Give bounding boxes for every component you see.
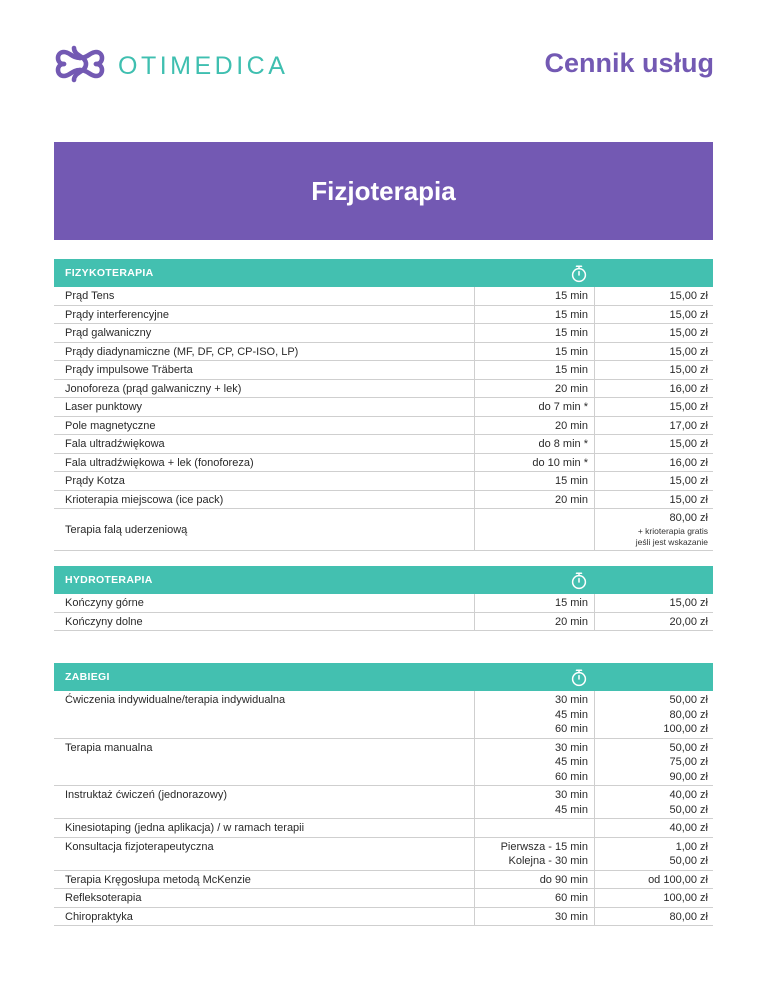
price-value: 75,00 zł	[669, 756, 708, 768]
price-value: 80,00 zł	[669, 512, 708, 524]
price-row	[54, 491, 713, 510]
price-value: 15,00 zł	[669, 493, 708, 506]
service-name	[54, 380, 474, 398]
service-name-text: Kinesiotaping (jedna aplikacja) / w ramach terapii	[65, 822, 305, 834]
service-name-text: Instruktaż ćwiczeń (jednorazowy)	[65, 789, 228, 801]
duration-value: 15 min	[554, 597, 588, 609]
service-name-text: Kończyny górne	[65, 597, 144, 609]
price-row	[54, 908, 713, 927]
price-row	[54, 380, 713, 399]
price-value: 15,00 zł	[669, 345, 708, 358]
duration-cell	[474, 343, 594, 361]
price-value: 80,00 zł	[669, 708, 708, 721]
price-value: 20,00 zł	[669, 615, 708, 628]
otimedica-logo-icon	[54, 44, 106, 84]
price-value: 100,00 zł	[663, 723, 708, 735]
price-cell	[594, 908, 713, 926]
service-name	[54, 871, 474, 889]
service-name-text: Prądy diadynamiczne (MF, DF, CP, CP-ISO, LP)	[65, 345, 299, 358]
duration-value: do 90 min	[539, 873, 588, 886]
duration-cell	[474, 786, 594, 818]
duration-cell	[474, 287, 594, 305]
duration-value: 60 min	[554, 770, 588, 783]
price-rows	[54, 594, 713, 631]
duration-value: 15 min	[554, 345, 588, 358]
duration-cell	[474, 889, 594, 907]
price-row	[54, 343, 713, 362]
service-name-text: Fala ultradźwiękowa	[65, 438, 165, 450]
duration-value: 30 min	[554, 910, 588, 923]
price-row	[54, 871, 713, 890]
service-name-text: Prądy impulsowe Träberta	[65, 364, 193, 376]
duration-value: do 8 min *	[538, 438, 588, 450]
service-name-text: Ćwiczenia indywidualne/terapia indywidualna	[65, 694, 286, 706]
duration-cell	[474, 509, 594, 550]
price-cell	[594, 398, 713, 416]
duration-value: 30 min	[554, 789, 588, 801]
duration-cell	[474, 819, 594, 837]
service-name	[54, 361, 474, 379]
service-name-text: Terapia manualna	[65, 741, 153, 754]
price-row	[54, 454, 713, 473]
duration-value: 15 min	[554, 364, 588, 376]
service-name	[54, 739, 474, 786]
price-row	[54, 691, 713, 739]
duration-value: do 10 min *	[532, 456, 588, 469]
duration-cell	[474, 398, 594, 416]
price-cell	[594, 509, 713, 550]
service-name	[54, 491, 474, 509]
duration-cell	[474, 361, 594, 379]
price-value: 16,00 zł	[669, 456, 708, 469]
price-cell	[594, 491, 713, 509]
service-name	[54, 691, 474, 738]
service-name	[54, 819, 474, 837]
service-name	[54, 509, 474, 550]
price-value: 17,00 zł	[669, 419, 708, 432]
price-note: jeśli jest wskazanie	[635, 537, 708, 547]
price-row	[54, 819, 713, 838]
price-cell	[594, 739, 713, 786]
duration-cell	[474, 472, 594, 490]
section-title: FIZYKOTERAPIA	[65, 267, 154, 279]
section-title: HYDROTERAPIA	[65, 574, 153, 586]
price-cell	[594, 889, 713, 907]
price-row	[54, 324, 713, 343]
duration-value: 15 min	[554, 290, 588, 302]
price-cell	[594, 454, 713, 472]
price-row	[54, 472, 713, 491]
price-row	[54, 306, 713, 325]
service-name-text: Pole magnetyczne	[65, 419, 156, 432]
document-title: Cennik usług	[544, 48, 714, 78]
service-name	[54, 889, 474, 907]
service-name	[54, 908, 474, 926]
duration-cell	[474, 838, 594, 870]
duration-cell	[474, 871, 594, 889]
price-value: 1,00 zł	[675, 840, 708, 853]
stopwatch-icon	[570, 668, 588, 687]
price-row	[54, 889, 713, 908]
price-value: 15,00 zł	[669, 438, 708, 450]
service-name	[54, 306, 474, 324]
price-value: 100,00 zł	[663, 892, 708, 904]
price-value: 15,00 zł	[669, 327, 708, 339]
page-header	[0, 0, 768, 120]
price-cell	[594, 380, 713, 398]
duration-value: 45 min	[554, 756, 588, 768]
price-section-fizykoterapia	[54, 259, 713, 551]
price-section-zabiegi	[54, 663, 713, 926]
duration-value: 20 min	[554, 382, 588, 395]
service-name-text: Jonoforeza (prąd galwaniczny + lek)	[65, 382, 242, 395]
duration-value: 20 min	[554, 419, 588, 432]
duration-value: do 7 min *	[538, 401, 588, 413]
price-value: 50,00 zł	[669, 741, 708, 754]
price-value: 16,00 zł	[669, 382, 708, 395]
duration-value: 45 min	[554, 708, 588, 721]
service-name	[54, 417, 474, 435]
price-row	[54, 435, 713, 454]
price-note: + krioterapia gratis	[637, 525, 708, 536]
price-row	[54, 739, 713, 787]
service-name	[54, 613, 474, 631]
price-cell	[594, 324, 713, 342]
price-value: 15,00 zł	[669, 290, 708, 302]
duration-cell	[474, 454, 594, 472]
service-name-text: Prądy interferencyjne	[65, 308, 169, 321]
service-name-text: Prąd Tens	[65, 290, 115, 302]
section-header	[54, 663, 713, 691]
duration-value: 45 min	[554, 803, 588, 816]
service-name-text: Chiropraktyka	[65, 910, 133, 923]
duration-value: 20 min	[554, 615, 588, 628]
duration-cell	[474, 613, 594, 631]
price-cell	[594, 306, 713, 324]
stopwatch-icon	[570, 264, 588, 283]
price-rows	[54, 691, 713, 926]
service-name-text: Prąd galwaniczny	[65, 327, 152, 339]
service-name	[54, 287, 474, 305]
category-title: Fizjoterapia	[311, 176, 456, 206]
duration-value: 15 min	[554, 308, 588, 321]
service-name-text: Krioterapia miejscowa (ice pack)	[65, 493, 224, 506]
price-value: 50,00 zł	[669, 855, 708, 867]
price-section-hydroterapia	[54, 566, 713, 631]
service-name-text: Fala ultradźwiękowa + lek (fonoforeza)	[65, 456, 254, 469]
price-cell	[594, 871, 713, 889]
price-row	[54, 594, 713, 613]
service-name-text: Refleksoterapia	[65, 892, 142, 904]
price-value: 15,00 zł	[669, 308, 708, 321]
service-name-text: Terapia Kręgosłupa metodą McKenzie	[65, 873, 251, 886]
price-value: 15,00 zł	[669, 401, 708, 413]
price-cell	[594, 343, 713, 361]
service-name-text: Laser punktowy	[65, 401, 143, 413]
duration-cell	[474, 417, 594, 435]
price-value: 40,00 zł	[669, 789, 708, 801]
duration-cell	[474, 306, 594, 324]
duration-cell	[474, 739, 594, 786]
price-rows	[54, 287, 713, 551]
service-name	[54, 435, 474, 453]
service-name	[54, 398, 474, 416]
price-value: 40,00 zł	[669, 822, 708, 834]
price-value: 15,00 zł	[669, 364, 708, 376]
duration-value: 30 min	[554, 741, 588, 754]
price-row	[54, 398, 713, 417]
duration-cell	[474, 908, 594, 926]
price-value: 50,00 zł	[669, 694, 708, 706]
price-cell	[594, 287, 713, 305]
duration-cell	[474, 435, 594, 453]
service-name	[54, 472, 474, 490]
price-cell	[594, 435, 713, 453]
duration-value: Pierwsza - 15 min	[500, 840, 588, 853]
service-name	[54, 324, 474, 342]
price-row	[54, 509, 713, 551]
duration-cell	[474, 491, 594, 509]
brand-name: OTIMEDICA	[118, 52, 289, 80]
service-name-text: Prądy Kotza	[65, 475, 125, 487]
price-cell	[594, 361, 713, 379]
section-header	[54, 259, 713, 287]
price-cell	[594, 838, 713, 870]
duration-value: 15 min	[554, 475, 588, 487]
service-name	[54, 343, 474, 361]
section-header	[54, 566, 713, 594]
duration-value: 15 min	[554, 327, 588, 339]
category-banner	[54, 142, 713, 240]
service-name	[54, 838, 474, 870]
price-row	[54, 786, 713, 819]
price-cell	[594, 613, 713, 631]
duration-value: 30 min	[554, 694, 588, 706]
price-cell	[594, 786, 713, 818]
price-value: od 100,00 zł	[648, 873, 708, 886]
section-title: ZABIEGI	[65, 671, 110, 683]
duration-value: 60 min	[554, 892, 588, 904]
service-name	[54, 786, 474, 818]
price-cell	[594, 417, 713, 435]
duration-cell	[474, 324, 594, 342]
price-value: 50,00 zł	[669, 803, 708, 816]
service-name-text: Terapia falą uderzeniową	[65, 523, 188, 536]
price-row	[54, 361, 713, 380]
price-value: 80,00 zł	[669, 910, 708, 923]
price-cell	[594, 472, 713, 490]
price-row	[54, 287, 713, 306]
service-name-text: Kończyny dolne	[65, 615, 143, 628]
duration-value: 20 min	[554, 493, 588, 506]
price-cell	[594, 594, 713, 612]
price-value: 15,00 zł	[669, 475, 708, 487]
duration-value: 60 min	[554, 723, 588, 735]
duration-cell	[474, 380, 594, 398]
price-value: 15,00 zł	[669, 597, 708, 609]
price-value: 90,00 zł	[669, 770, 708, 783]
price-row	[54, 613, 713, 632]
price-cell	[594, 691, 713, 738]
duration-cell	[474, 594, 594, 612]
service-name-text: Konsultacja fizjoterapeutyczna	[65, 840, 214, 853]
service-name	[54, 454, 474, 472]
service-name	[54, 594, 474, 612]
price-row	[54, 838, 713, 871]
price-cell	[594, 819, 713, 837]
price-row	[54, 417, 713, 436]
stopwatch-icon	[570, 571, 588, 590]
duration-cell	[474, 691, 594, 738]
duration-value: Kolejna - 30 min	[508, 855, 588, 867]
